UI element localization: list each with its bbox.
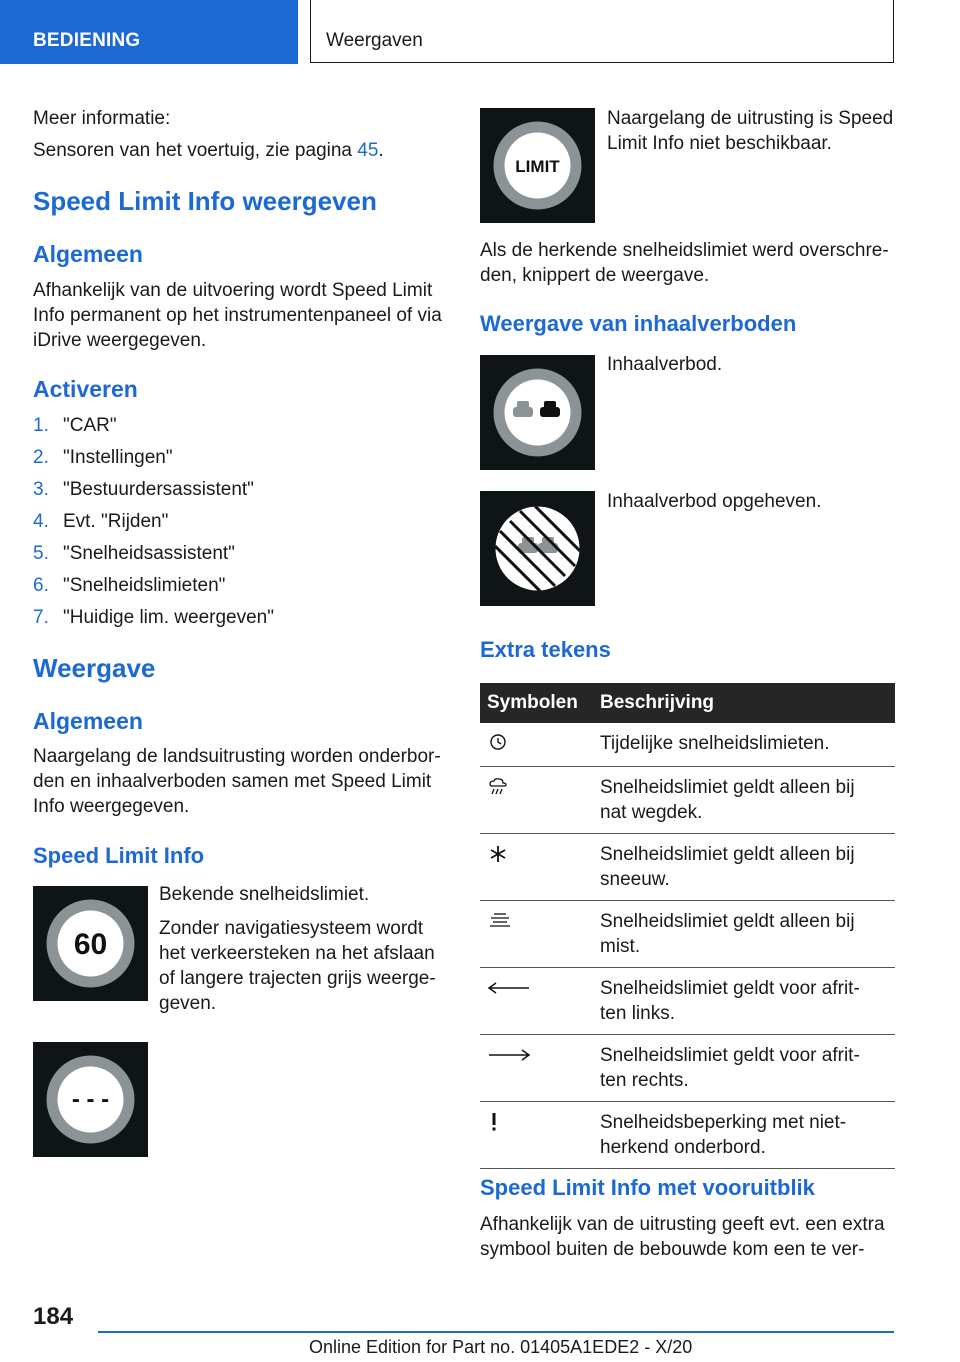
heading-weergave: Weergave xyxy=(33,653,156,683)
step-text: "CAR" xyxy=(63,415,117,436)
symbol-table xyxy=(480,683,895,1169)
heading-extra-tekens: Extra tekens xyxy=(480,637,611,662)
exclamation-icon xyxy=(487,1116,501,1137)
heading-activeren: Activeren xyxy=(33,376,138,402)
rain-icon xyxy=(487,781,509,802)
step-number: 4. xyxy=(33,511,49,532)
algemeen2-line-2: den en inhaalverboden samen met Speed Limit xyxy=(33,771,432,792)
step-text: "Instellingen" xyxy=(63,447,173,468)
step-text: "Bestuurdersassistent" xyxy=(63,479,254,500)
step-number: 3. xyxy=(33,479,49,500)
vooruit-line-2: symbool buiten de bebouwde kom een te ver- xyxy=(480,1239,865,1260)
row-text: mist. xyxy=(600,936,641,957)
heading-vooruitblik: Speed Limit Info met vooruitblik xyxy=(480,1175,815,1200)
table-row xyxy=(480,901,895,968)
step-number: 2. xyxy=(33,447,49,468)
chapter-tab xyxy=(310,0,894,63)
table-row xyxy=(480,834,895,901)
step-item xyxy=(33,573,274,605)
exceed-line-1: Als de herkende snelheidslimiet werd overschre- xyxy=(480,240,889,261)
table-row xyxy=(480,723,895,767)
row-text: herkend onderbord. xyxy=(600,1137,766,1158)
heading-inhaalverboden: Weergave van inhaalverboden xyxy=(480,311,797,336)
algemeen2-line-3: Info weergegeven. xyxy=(33,796,190,817)
chapter-label: Weergaven xyxy=(326,30,423,51)
step-text: "Huidige lim. weergeven" xyxy=(63,607,274,628)
limit-text-2: Limit Info niet beschikbaar. xyxy=(607,133,832,154)
row-text: Tijdelijke snelheidslimieten. xyxy=(600,733,830,754)
row-text: Snelheidslimiet geldt voor afrit- xyxy=(600,978,860,999)
exceed-line-2: den, knippert de weergave. xyxy=(480,265,710,286)
more-info-period: . xyxy=(378,140,384,161)
step-text: "Snelheidsassistent" xyxy=(63,543,235,564)
fog-icon xyxy=(487,915,513,936)
sli-known: Bekende snelheidslimiet. xyxy=(159,884,370,905)
step-text: "Snelheidslimieten" xyxy=(63,575,226,596)
heading-sli: Speed Limit Info xyxy=(33,843,205,868)
algemeen2-line-1: Naargelang de landsuitrusting worden onderbor- xyxy=(33,746,441,767)
row-text: ten rechts. xyxy=(600,1070,689,1091)
arrow-right-icon xyxy=(487,1047,531,1068)
step-item xyxy=(33,445,274,477)
step-item xyxy=(33,605,274,637)
row-text: Snelheidslimiet geldt alleen bij xyxy=(600,777,855,798)
row-text: Snelheidsbeperking met niet- xyxy=(600,1112,847,1133)
step-text: Evt. "Rijden" xyxy=(63,511,169,532)
activation-steps xyxy=(33,413,274,637)
vooruit-line-1: Afhankelijk van de uitrusting geeft evt. een extra xyxy=(480,1214,885,1235)
more-info-text xyxy=(33,138,384,163)
table-row xyxy=(480,968,895,1035)
inhaal-text: Inhaalverbod. xyxy=(607,354,723,375)
table-header-row xyxy=(480,683,895,723)
more-info-label: Meer informatie: xyxy=(33,108,171,129)
no-overtaking-sign xyxy=(480,355,595,470)
algemeen-line-1: Afhankelijk van de uitvoering wordt Speed Limit xyxy=(33,280,433,301)
row-text: Snelheidslimiet geldt voor afrit- xyxy=(600,1045,860,1066)
sli-nav-line-1: Zonder navigatiesysteem wordt xyxy=(159,918,424,939)
col-symbolen: Symbolen xyxy=(480,683,595,723)
row-text: Snelheidslimiet geldt alleen bij xyxy=(600,844,855,865)
table-row xyxy=(480,767,895,834)
row-text: sneeuw. xyxy=(600,869,670,890)
heading-algemeen-2: Algemeen xyxy=(33,708,143,734)
snowflake-icon xyxy=(487,848,509,869)
sign-60-number: 60 xyxy=(73,928,108,961)
limit-sign xyxy=(480,108,595,223)
row-text: nat wegdek. xyxy=(600,802,703,823)
algemeen-line-2: Info permanent op het instrumentenpaneel of via xyxy=(33,305,442,326)
table-row xyxy=(480,1035,895,1102)
limit-text-1: Naargelang de uitrusting is Speed xyxy=(607,108,894,129)
step-number: 5. xyxy=(33,543,49,564)
page-number: 184 xyxy=(33,1303,74,1330)
step-number: 7. xyxy=(33,607,49,628)
footer-divider xyxy=(98,1331,894,1333)
step-number: 1. xyxy=(33,415,49,436)
sli-nav-line-2: het verkeersteken na het afslaan xyxy=(159,943,435,964)
speed-limit-60-sign xyxy=(33,886,148,1001)
edition-text: Online Edition for Part no. 01405A1EDE2 - X/20 xyxy=(309,1337,693,1357)
step-item xyxy=(33,477,274,509)
col-beschrijving: Beschrijving xyxy=(595,683,895,723)
step-number: 6. xyxy=(33,575,49,596)
row-text: ten links. xyxy=(600,1003,675,1024)
more-info-sentence: Sensoren van het voertuig, zie pagina xyxy=(33,140,358,161)
section-tab xyxy=(0,0,298,64)
step-item xyxy=(33,509,274,541)
sign-dashes: - - - xyxy=(71,1086,110,1113)
section-label: BEDIENING xyxy=(33,30,141,51)
sli-nav-line-3: of langere trajecten grijs weerge- xyxy=(159,968,436,989)
step-item xyxy=(33,541,274,573)
inhaal-end-text: Inhaalverbod opgeheven. xyxy=(607,491,822,512)
unknown-limit-sign xyxy=(33,1042,148,1157)
arrow-left-icon xyxy=(487,980,531,1001)
end-no-overtaking-sign xyxy=(480,491,595,606)
algemeen-line-3: iDrive weergegeven. xyxy=(33,330,207,351)
table-row xyxy=(480,1102,895,1169)
row-text: Snelheidslimiet geldt alleen bij xyxy=(600,911,855,932)
clock-icon xyxy=(487,735,509,756)
sli-nav-line-4: geven. xyxy=(159,993,217,1014)
sign-limit-word: LIMIT xyxy=(515,157,560,176)
heading-speed-limit-info: Speed Limit Info weergeven xyxy=(33,186,377,216)
page-link[interactable]: 45 xyxy=(357,140,379,161)
step-item xyxy=(33,413,274,445)
heading-algemeen: Algemeen xyxy=(33,241,143,267)
